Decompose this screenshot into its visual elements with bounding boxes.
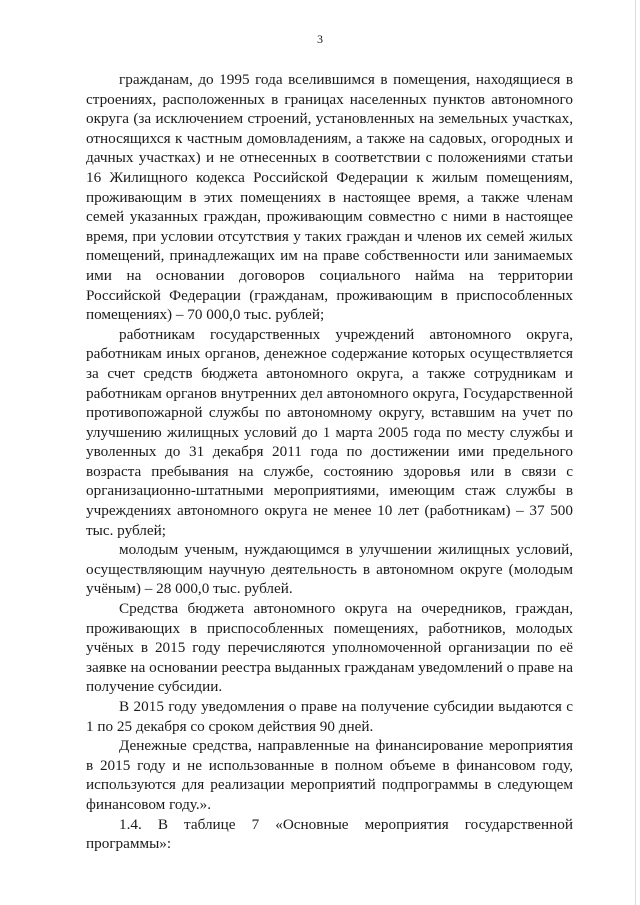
- paragraph-state-employees: работникам государственных учреждений автономного округа, работникам иных органов, денежное содержание которых осуществляется за счет средств бюджета автономного округа, а также сотрудникам и работникам органов внутренних дел автономного округа, Государственной противопожарной службы по автономному округу, вставшим на учет по улучшению жилищных условий до 1 марта 2005 года по месту службы и уволенных до 31 декабря 2011 года по достижении ими предельного возраста пребывания на службе, состоянию здоровья или в связи с организационно-штатными мероприятиями, имеющим стаж службы в учреждениях автономного округа не менее 10 лет (работникам) – 37 500 тыс. рублей;: [86, 325, 573, 539]
- paragraph-citizens-adapted-premises: гражданам, до 1995 года вселившимся в помещения, находящиеся в строениях, расположенных в границах населенных пунктов автономного округа (за исключением строений, установленных на земельных участках, относящихся к частным домовладениям, а также на садовых, огородных и дачных участках) и не отнесенных в соответствии с положениями статьи 16 Жилищного кодекса Российской Федерации к жилым помещениям, проживающим в этих помещениях в настоящее время, а также членам семей указанных граждан, проживающим совместно с ними в настоящее время, при условии отсутствия у таких граждан и членов их семей жилых помещений, принадлежащих им на праве собственности или занимаемых ими на основании договоров социального найма на территории Российской Федерации (гражданам, проживающим в приспособленных помещениях) – 70 000,0 тыс. рублей;: [86, 71, 573, 324]
- paragraph-table-7-amendment: 1.4. В таблице 7 «Основные мероприятия государственной программы»:: [86, 815, 573, 853]
- page-number: 3: [317, 32, 323, 46]
- scan-edge-line: [635, 0, 636, 905]
- paragraph-budget-transfer: Средства бюджета автономного округа на очередников, граждан, проживающих в приспособленных помещениях, работников, молодых учёных в 2015 году перечисляются уполномоченной организации по её заявке на основании реестра выданных гражданам уведомлений о праве на получение субсидии.: [86, 600, 573, 696]
- paragraph-unused-funds: Денежные средства, направленные на финансирование мероприятия в 2015 году и не использованные в полном объеме в финансовом году, используются для реализации мероприятий подпрограммы в следующем финансовом году.».: [86, 737, 573, 813]
- paragraph-young-scientists: молодым ученым, нуждающимся в улучшении жилищных условий, осуществляющим научную деятельность в автономном округе (молодым учёным) – 28 000,0 тыс. рублей.: [86, 541, 573, 598]
- document-body: [86, 70, 573, 854]
- paragraph-notification-period: В 2015 году уведомления о праве на получение субсидии выдаются с 1 по 25 декабря со сроком действия 90 дней.: [86, 698, 573, 735]
